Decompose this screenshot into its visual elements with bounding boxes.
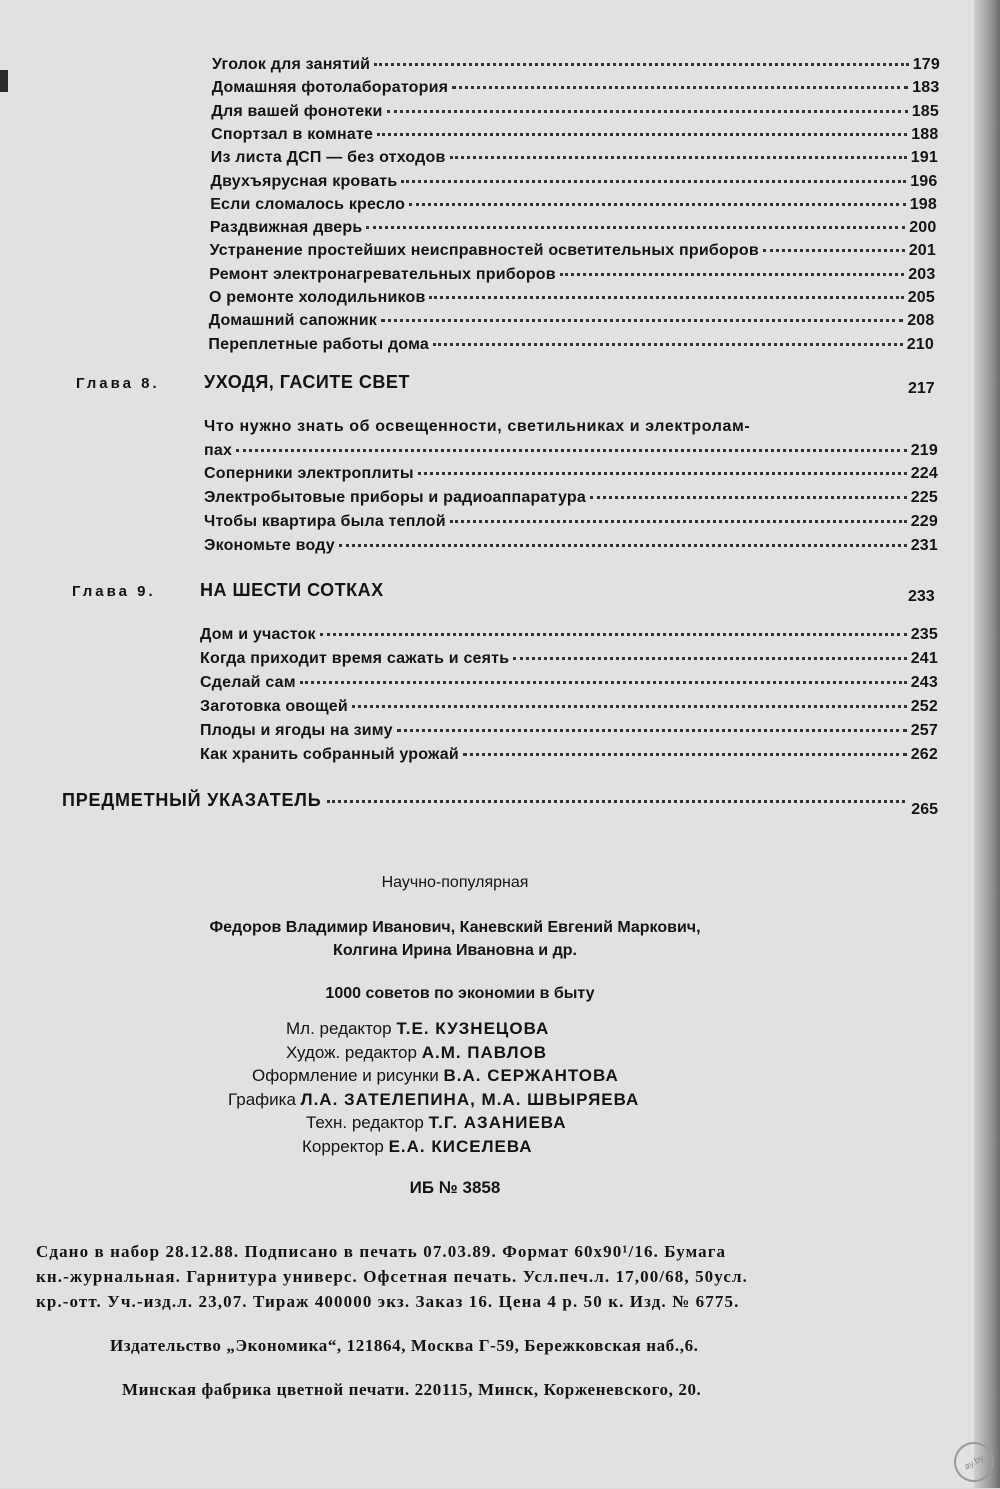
toc-item-title: Экономьте воду [204,537,335,554]
toc-item-title: Соперники электроплиты [204,465,414,482]
toc-item-page: 252 [910,698,938,715]
toc-leader-dots [409,203,906,206]
toc-item [200,626,938,644]
toc-item-page: 205 [907,289,935,306]
toc-item-title: Домашний сапожник [208,312,377,330]
toc-item [212,79,940,97]
toc-leader-dots [513,657,906,660]
toc-item-title: пах [204,442,233,459]
toc-item-title: Устранение простейших неисправностей осветительных приборов [209,242,759,260]
toc-item-page: 224 [910,465,938,482]
toc-item-title: Из листа ДСП — без отходов [210,149,446,167]
toc-leader-dots [452,86,908,89]
toc-item-page: 198 [909,195,937,213]
toc-item [204,537,938,555]
toc-item-page: 257 [910,722,938,739]
toc-leader-dots [590,496,907,499]
toc-item-page: 210 [906,335,934,353]
technical-line: кн.-журнальная. Гарнитура универс. Офсетная печать. Усл.печ.л. 17,00/68, 50усл. [36,1267,748,1286]
chapter8-heading [76,372,940,397]
staff-name: Л.А. ЗАТЕЛЕПИНА, М.А. ШВЫРЯЕВА [300,1089,640,1109]
toc-item [209,266,935,284]
staff-credit-line [302,1137,533,1157]
toc-item [210,196,937,214]
toc-item [211,103,939,121]
toc-item-page: 243 [910,674,938,691]
chapter8-page: 217 [908,380,935,397]
toc-item-title: Электробытовые приборы и радиоаппаратура [204,489,586,506]
toc-item-title: Для вашей фонотеки [211,102,383,120]
toc-item [204,465,938,483]
staff-role: Графика [228,1089,296,1109]
toc-item [200,722,938,740]
toc-leader-dots [397,729,907,732]
toc-item [204,513,938,531]
toc-leader-dots [450,520,907,523]
toc-item-title: Сделай сам [200,674,296,691]
toc-item [209,289,935,307]
ib-number: ИБ № 3858 [409,1178,501,1197]
toc-item-page: 201 [908,242,936,260]
toc-leader-dots [339,544,907,547]
staff-credit-line [286,1019,549,1039]
authors-line1: Федоров Владимир Иванович, Каневский Евгений Маркович, [209,919,701,936]
staff-name: Т.Г. АЗАНИЕВА [428,1113,567,1132]
toc-item-page: 200 [909,219,937,237]
technical-line: Сдано в набор 28.12.88. Подписано в печать 07.03.89. Формат 60x90¹/16. Бумага [36,1242,727,1261]
toc-leader-dots [401,180,906,183]
toc-item-title: Если сломалось кресло [210,195,406,213]
toc-item [204,489,938,507]
toc-leader-dots [352,705,907,708]
subject-index-page: 265 [911,801,938,818]
staff-credit-line [306,1113,567,1133]
staff-role: Корректор [302,1136,384,1156]
toc-leader-dots [377,133,907,136]
toc-leader-dots [463,753,907,756]
toc-item-page: 229 [910,513,938,530]
toc-leader-dots [418,472,907,475]
staff-role: Оформление и рисунки [252,1066,439,1085]
chapter9-page: 233 [908,588,935,605]
toc-item-title: Чтобы квартира была теплой [204,513,446,530]
toc-item-title: Заготовка овощей [200,698,348,715]
toc-leader-dots [374,63,909,66]
toc-leader-dots [236,449,907,452]
toc-item-title: О ремонте холодильников [209,289,426,306]
toc-item [211,149,938,167]
subject-index-entry [62,790,938,818]
toc-item-page: 196 [910,172,938,190]
toc-item-title: Плоды и ягоды на зиму [200,722,393,739]
staff-role: Мл. редактор [286,1019,392,1038]
toc-item [208,336,934,354]
toc-item [210,219,937,237]
staff-role: Техн. редактор [306,1113,424,1132]
chapter9-label: Глава 9. [72,583,156,600]
toc-item-page: 203 [908,265,936,283]
toc-leader-dots [366,226,905,229]
watermark-seal: ay.by [947,1435,1000,1489]
toc-item-title: Переплетные работы дома [208,335,429,353]
toc-leader-dots [560,273,904,276]
chapter8-item-first-line1: Что нужно знать об освещенности, светильниках и электролам- [204,418,751,435]
toc-item-title: Спортзал в комнате [211,125,374,143]
toc-item-title: Раздвижная дверь [209,219,363,237]
staff-role: Худож. редактор [286,1042,417,1062]
toc-item [211,173,938,191]
toc-leader-dots [320,633,907,636]
toc-leader-dots [763,249,905,252]
toc-item-page: 219 [910,442,938,459]
printer-line: Минская фабрика цветной печати. 220115, Минск, Корженевского, 20. [122,1380,702,1399]
staff-name: Е.А. КИСЕЛЕВА [388,1136,533,1156]
staff-name: В.А. СЕРЖАНТОВА [443,1066,619,1085]
toc-item-title: Дом и участок [200,626,316,643]
chapter9-heading [72,580,940,605]
toc-item-title: Двухъярусная кровать [210,172,398,190]
staff-name: Т.Е. КУЗНЕЦОВА [396,1019,550,1038]
toc-item [212,56,940,74]
toc-item-page: 241 [910,650,938,667]
toc-item [209,312,935,330]
toc-leader-dots [450,156,907,159]
toc-item-page: 225 [910,489,938,506]
publisher-line: Издательство „Экономика“, 121864, Москва Г-59, Бережковская наб.,6. [110,1336,699,1355]
toc-leader-dots [327,800,905,803]
toc-item-page: 188 [911,125,939,143]
staff-credit-line [228,1090,639,1110]
subject-index-title: ПРЕДМЕТНЫЙ УКАЗАТЕЛЬ [62,790,322,810]
book-title: 1000 советов по экономии в быту [325,985,595,1002]
toc-leader-dots [387,110,908,113]
toc-item [200,698,938,716]
toc-leader-dots [429,296,903,299]
toc-leader-dots [381,319,903,322]
toc-item-page: 231 [910,537,938,554]
toc-item-title: Уголок для занятий [212,56,371,73]
toc-leader-dots [433,343,903,346]
staff-credit-line [252,1066,619,1086]
toc-item-page: 185 [911,102,939,120]
toc-item [210,242,936,260]
technical-line: кр.-отт. Уч.-изд.л. 23,07. Тираж 400000 экз. Заказ 16. Цена 4 р. 50 к. Изд. № 6775. [36,1292,740,1311]
toc-item-title: Ремонт электронагревательных приборов [209,265,556,283]
chapter8-label: Глава 8. [76,375,160,392]
book-spine-shadow [974,0,1000,1488]
toc-item-title: Когда приходит время сажать и сеять [200,650,510,667]
toc-leader-dots [300,681,907,684]
toc-item-page: 208 [907,312,935,330]
toc-item-title: Домашняя фотолаборатория [211,79,449,97]
genre-label: Научно-популярная [381,874,529,891]
toc-item-title: Как хранить собранный урожай [200,746,459,763]
toc-item [200,674,938,692]
authors [0,916,955,962]
toc-item [200,746,938,764]
toc-item-page: 179 [912,56,940,73]
toc-item-page: 262 [910,746,938,763]
page-edge-mark [0,70,8,92]
staff-name: А.М. ПАВЛОВ [421,1042,548,1062]
authors-line2: Колгина Ирина Ивановна и др. [333,942,577,959]
staff-credit-line [286,1043,547,1063]
toc-item [211,126,938,144]
chapter9-title: НА ШЕСТИ СОТКАХ [200,580,384,600]
chapter8-title: УХОДЯ, ГАСИТЕ СВЕТ [204,372,410,392]
toc-item-page: 235 [910,626,938,643]
toc-item [200,650,938,668]
chapter8-item-first [204,442,938,460]
toc-item-page: 183 [912,79,940,97]
toc-item-page: 191 [910,149,938,167]
